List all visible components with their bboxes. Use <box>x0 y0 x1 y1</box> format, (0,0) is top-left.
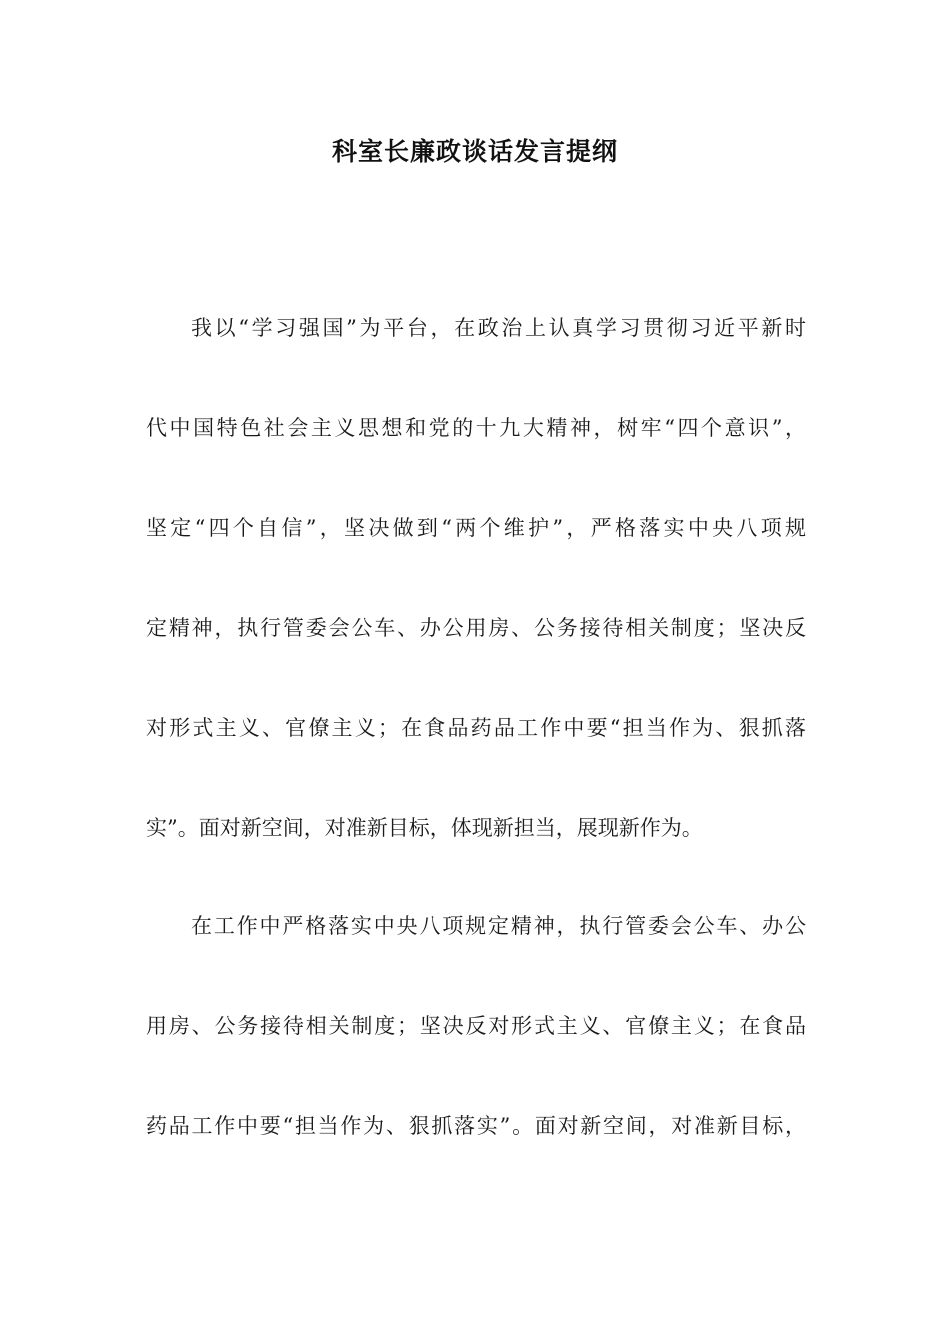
paragraph-line: 在工作中严格落实中央八项规定精神，执行管委会公车、办公 <box>191 914 806 938</box>
paragraph-line: 我以“学习强国”为平台，在政治上认真学习贯彻习近平新时 <box>191 316 806 340</box>
paragraph-line: 代中国特色社会主义思想和党的十九大精神，树牢“四个意识”， <box>146 416 806 440</box>
paragraph-line: 定精神，执行管委会公车、办公用房、公务接待相关制度；坚决反 <box>146 616 806 640</box>
paragraph-line: 实”。面对新空间，对准新目标，体现新担当，展现新作为。 <box>146 816 703 840</box>
paragraph-line: 药品工作中要“担当作为、狠抓落实”。面对新空间，对准新目标， <box>146 1114 806 1138</box>
paragraph-line: 用房、公务接待相关制度；坚决反对形式主义、官僚主义；在食品 <box>146 1014 806 1038</box>
paragraph-line: 坚定“四个自信”，坚决做到“两个维护”，严格落实中央八项规 <box>146 516 806 540</box>
document-title: 科室长廉政谈话发言提纲 <box>331 137 618 166</box>
paragraph-line: 对形式主义、官僚主义；在食品药品工作中要“担当作为、狠抓落 <box>146 716 806 740</box>
